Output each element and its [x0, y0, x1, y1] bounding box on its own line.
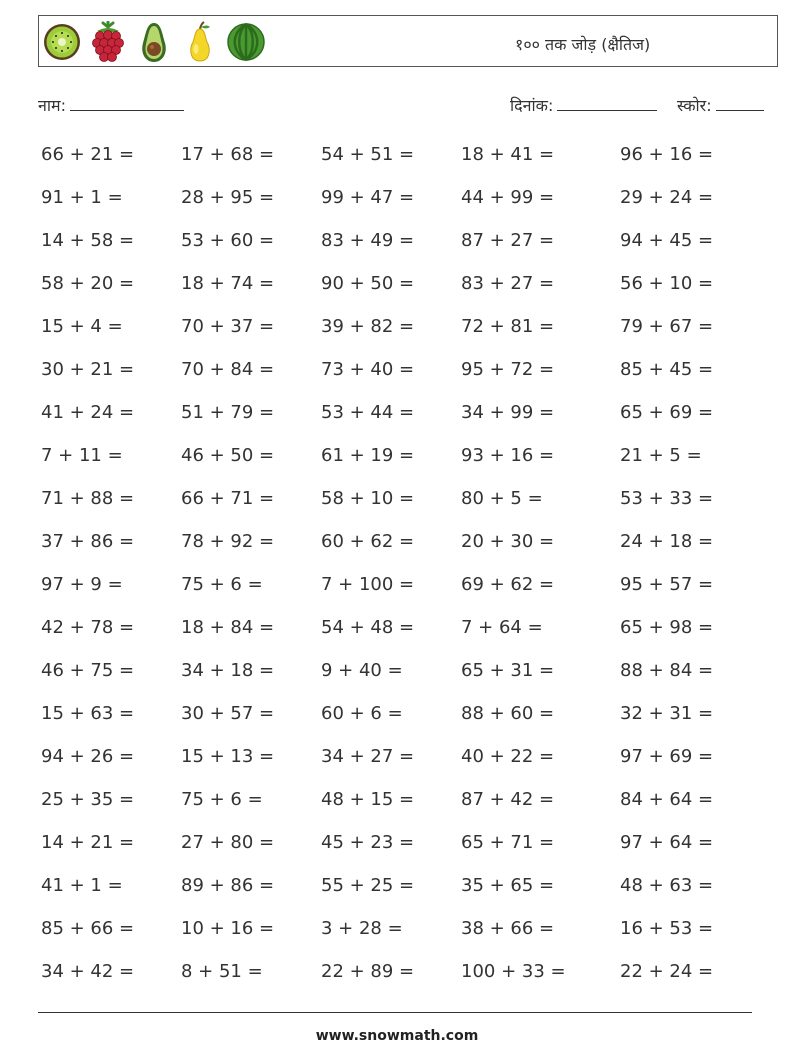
addition-problem: 30 + 21 = [41, 359, 135, 380]
addition-problem: 66 + 21 = [41, 144, 135, 165]
addition-problem: 15 + 13 = [181, 746, 275, 767]
addition-problem: 71 + 88 = [41, 488, 135, 509]
addition-problem: 29 + 24 = [620, 187, 714, 208]
addition-problem: 70 + 84 = [181, 359, 275, 380]
addition-problem: 41 + 24 = [41, 402, 135, 423]
addition-problem: 38 + 66 = [461, 918, 555, 939]
addition-problem: 85 + 66 = [41, 918, 135, 939]
addition-problem: 34 + 42 = [41, 961, 135, 982]
addition-problem: 34 + 18 = [181, 660, 275, 681]
addition-problem: 89 + 86 = [181, 875, 275, 896]
addition-problem: 20 + 30 = [461, 531, 555, 552]
worksheet-header [38, 15, 778, 67]
addition-problem: 16 + 53 = [620, 918, 714, 939]
addition-problem: 7 + 100 = [321, 574, 415, 595]
addition-problem: 75 + 6 = [181, 789, 263, 810]
addition-problem: 21 + 5 = [620, 445, 702, 466]
date-label: दिनांक: [510, 96, 554, 115]
addition-problem: 46 + 75 = [41, 660, 135, 681]
score-blank[interactable] [716, 96, 764, 111]
score-label: स्कोर: [677, 96, 712, 115]
addition-problem: 51 + 79 = [181, 402, 275, 423]
addition-problem: 83 + 27 = [461, 273, 555, 294]
kiwi-icon [43, 21, 81, 63]
addition-problem: 48 + 15 = [321, 789, 415, 810]
addition-problem: 69 + 62 = [461, 574, 555, 595]
addition-problem: 15 + 63 = [41, 703, 135, 724]
addition-problem: 25 + 35 = [41, 789, 135, 810]
addition-problem: 14 + 58 = [41, 230, 135, 251]
addition-problem: 53 + 33 = [620, 488, 714, 509]
addition-problem: 9 + 40 = [321, 660, 403, 681]
addition-problem: 30 + 57 = [181, 703, 275, 724]
addition-problem: 70 + 37 = [181, 316, 275, 337]
addition-problem: 84 + 64 = [620, 789, 714, 810]
addition-problem: 65 + 71 = [461, 832, 555, 853]
addition-problem: 18 + 74 = [181, 273, 275, 294]
addition-problem: 35 + 65 = [461, 875, 555, 896]
addition-problem: 87 + 42 = [461, 789, 555, 810]
worksheet-title: १०० तक जोड़ (क्षैतिज) [515, 35, 651, 54]
addition-problem: 73 + 40 = [321, 359, 415, 380]
addition-problem: 65 + 31 = [461, 660, 555, 681]
addition-problem: 61 + 19 = [321, 445, 415, 466]
date-blank[interactable] [557, 96, 657, 111]
addition-problem: 54 + 51 = [321, 144, 415, 165]
addition-problem: 34 + 99 = [461, 402, 555, 423]
addition-problem: 96 + 16 = [620, 144, 714, 165]
addition-problem: 58 + 10 = [321, 488, 415, 509]
name-field [38, 94, 184, 116]
addition-problem: 78 + 92 = [181, 531, 275, 552]
pear-icon [181, 21, 219, 63]
addition-problem: 54 + 48 = [321, 617, 415, 638]
addition-problem: 7 + 11 = [41, 445, 123, 466]
addition-problem: 28 + 95 = [181, 187, 275, 208]
addition-problem: 58 + 20 = [41, 273, 135, 294]
addition-problem: 83 + 49 = [321, 230, 415, 251]
score-field [677, 94, 764, 116]
addition-problem: 46 + 50 = [181, 445, 275, 466]
addition-problem: 94 + 45 = [620, 230, 714, 251]
watermelon-icon [227, 21, 265, 63]
addition-problem: 85 + 45 = [620, 359, 714, 380]
addition-problem: 53 + 60 = [181, 230, 275, 251]
addition-problem: 97 + 64 = [620, 832, 714, 853]
addition-problem: 94 + 26 = [41, 746, 135, 767]
addition-problem: 39 + 82 = [321, 316, 415, 337]
addition-problem: 95 + 57 = [620, 574, 714, 595]
addition-problem: 72 + 81 = [461, 316, 555, 337]
addition-problem: 100 + 33 = [461, 961, 566, 982]
addition-problem: 99 + 47 = [321, 187, 415, 208]
addition-problem: 88 + 84 = [620, 660, 714, 681]
addition-problem: 79 + 67 = [620, 316, 714, 337]
addition-problem: 91 + 1 = [41, 187, 123, 208]
avocado-icon [135, 21, 173, 63]
addition-problem: 18 + 84 = [181, 617, 275, 638]
addition-problem: 66 + 71 = [181, 488, 275, 509]
addition-problem: 90 + 50 = [321, 273, 415, 294]
addition-problem: 37 + 86 = [41, 531, 135, 552]
name-blank[interactable] [70, 96, 184, 111]
addition-problem: 65 + 98 = [620, 617, 714, 638]
addition-problem: 55 + 25 = [321, 875, 415, 896]
addition-problem: 32 + 31 = [620, 703, 714, 724]
addition-problem: 45 + 23 = [321, 832, 415, 853]
addition-problem: 88 + 60 = [461, 703, 555, 724]
addition-problem: 87 + 27 = [461, 230, 555, 251]
addition-problem: 8 + 51 = [181, 961, 263, 982]
addition-problem: 53 + 44 = [321, 402, 415, 423]
addition-problem: 56 + 10 = [620, 273, 714, 294]
addition-problem: 34 + 27 = [321, 746, 415, 767]
addition-problem: 42 + 78 = [41, 617, 135, 638]
raspberry-icon [89, 21, 127, 63]
addition-problem: 7 + 64 = [461, 617, 543, 638]
footer-divider [38, 1012, 752, 1013]
addition-problem: 22 + 24 = [620, 961, 714, 982]
date-field [510, 94, 657, 116]
addition-problem: 93 + 16 = [461, 445, 555, 466]
addition-problem: 95 + 72 = [461, 359, 555, 380]
addition-problem: 27 + 80 = [181, 832, 275, 853]
addition-problem: 17 + 68 = [181, 144, 275, 165]
addition-problem: 60 + 62 = [321, 531, 415, 552]
footer-url: www.snowmath.com [315, 1028, 479, 1044]
addition-problem: 24 + 18 = [620, 531, 714, 552]
addition-problem: 15 + 4 = [41, 316, 123, 337]
addition-problem: 41 + 1 = [41, 875, 123, 896]
addition-problem: 14 + 21 = [41, 832, 135, 853]
addition-problem: 80 + 5 = [461, 488, 543, 509]
addition-problem: 48 + 63 = [620, 875, 714, 896]
addition-problem: 65 + 69 = [620, 402, 714, 423]
problem-grid [41, 137, 761, 997]
addition-problem: 10 + 16 = [181, 918, 275, 939]
addition-problem: 44 + 99 = [461, 187, 555, 208]
addition-problem: 97 + 9 = [41, 574, 123, 595]
fruit-icon-row [43, 21, 265, 63]
addition-problem: 97 + 69 = [620, 746, 714, 767]
addition-problem: 18 + 41 = [461, 144, 555, 165]
addition-problem: 40 + 22 = [461, 746, 555, 767]
addition-problem: 22 + 89 = [321, 961, 415, 982]
addition-problem: 60 + 6 = [321, 703, 403, 724]
addition-problem: 75 + 6 = [181, 574, 263, 595]
addition-problem: 3 + 28 = [321, 918, 403, 939]
name-label: नाम: [38, 96, 66, 115]
